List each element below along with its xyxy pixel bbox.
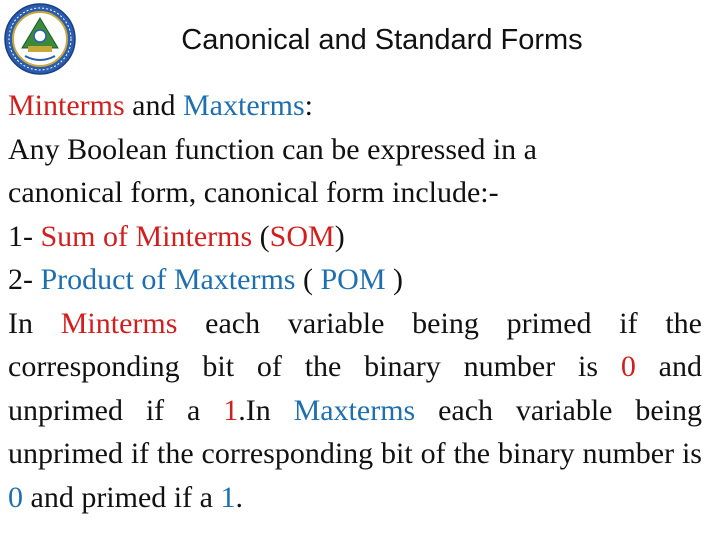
slide-body (8, 84, 702, 519)
para-s4: .In (238, 393, 294, 427)
heading-colon: : (304, 89, 313, 122)
heading-and: and (124, 89, 183, 122)
minterms-term: Minterms (8, 89, 125, 122)
para-s1: In (8, 306, 61, 340)
list-item-som (8, 215, 702, 259)
item2-open: ( (295, 263, 321, 296)
para-zero-1: 0 (620, 350, 636, 383)
item1-open: ( (252, 219, 270, 253)
para-s5: each variable being unprimed if the corresponding bit of the binary number is (8, 393, 702, 470)
slide-title: Canonical and Standard Forms (181, 24, 583, 56)
para-maxterms: Maxterms (293, 393, 416, 427)
para-minterms: Minterms (60, 306, 178, 340)
item2-close: ) (385, 263, 403, 296)
item2-abbr: POM (320, 263, 386, 296)
item2-prefix: 2- (8, 263, 41, 296)
para-one-1: 1 (223, 393, 239, 427)
para-zero-2: 0 (8, 480, 23, 514)
para-one-2: 1 (220, 480, 236, 514)
item1-close: ) (334, 219, 345, 253)
intro-line-2: canonical form, canonical form include:- (8, 176, 499, 209)
intro-paragraph (8, 128, 702, 215)
para-s6: and primed if a (23, 480, 221, 514)
list-item-pom (8, 258, 702, 302)
heading-line (8, 84, 702, 128)
para-s2: each variable being primed if the corresponding bit of the binary number is (8, 306, 702, 383)
item2-name: Product of Maxterms (40, 263, 296, 296)
item1-name: Sum of Minterms (40, 219, 253, 253)
explanation-paragraph (8, 302, 702, 520)
para-s3: and unprimed if a (8, 350, 702, 427)
para-s7: . (235, 480, 243, 514)
item1-abbr: SOM (269, 219, 335, 253)
maxterms-term: Maxterms (183, 89, 305, 122)
item1-prefix: 1- (8, 219, 41, 253)
intro-line-1: Any Boolean function can be expressed in a (8, 132, 537, 166)
